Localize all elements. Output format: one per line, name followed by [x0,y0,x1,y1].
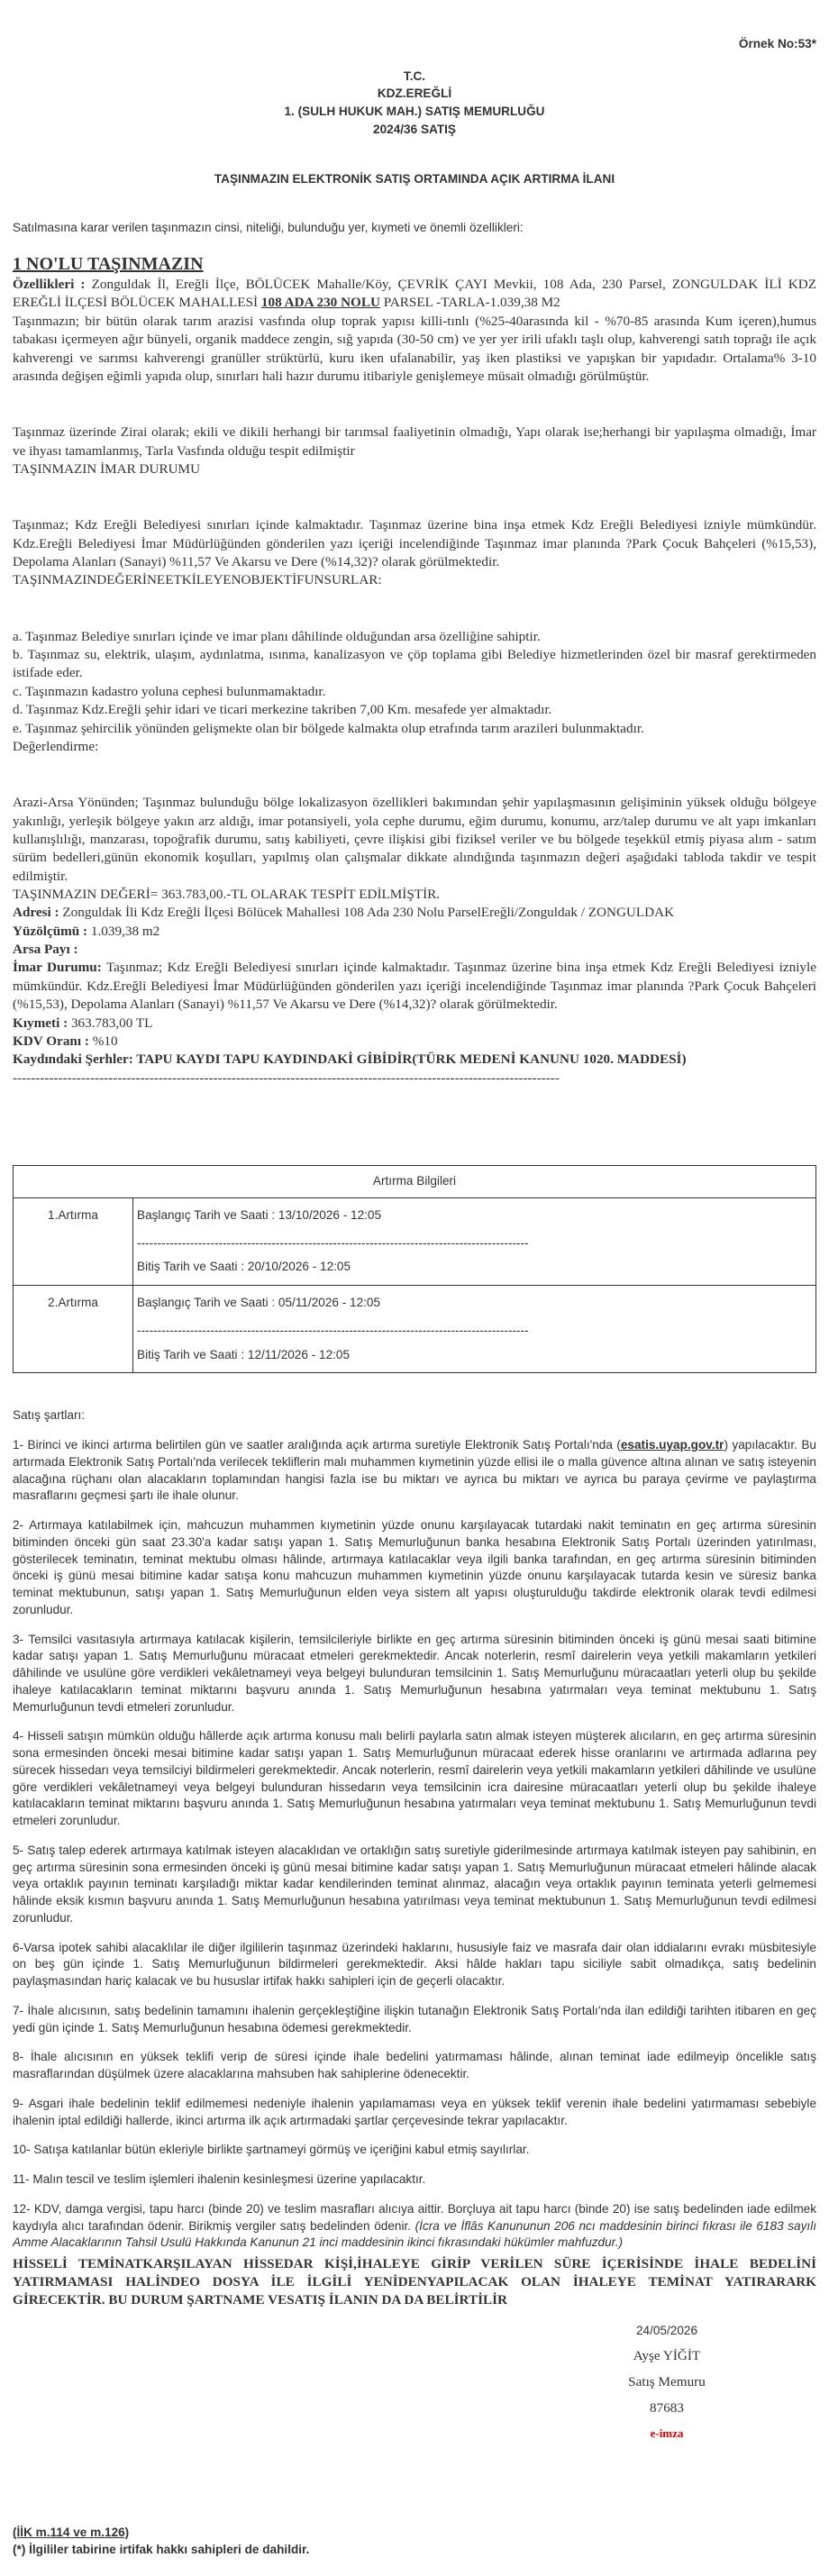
auction-round-label: 1.Artırma [14,1197,133,1285]
legal-reference: (İİK m.114 ve m.126) [13,2525,130,2539]
condition-item: 3- Temsilci vasıtasıyla artırmaya katılacak kişilerin, temsilcileriyle birlikte en geç artırma süresinin bitiminden önceki iş günü mesai saati bitimine kadar satışı yapan 1. Satış Memurluğunu müracaat etmeleri gerekmektedir. Ancak noterlerin, resmî dairelerin veya yetkili makamların yetkileri dâhilinde ve usulüne göre verdikleri vekâletnameyi veya belgeyi bulunduran temsilcinin 1. Satış Memurluğunu müracaatları yeterli olup bu şekilde ihaleye katılacakların teminat miktarını başvuru anında 1. Satış Memurluğunun hesabına yatırmaları veya teminat mektubunu 1. Satış Memurluğunun tevdi etmeleri zorunludur. [13,1632,816,1714]
auction-table-header: Artırma Bilgileri [14,1166,816,1198]
zoning-heading: TAŞINMAZIN İMAR DURUMU [13,460,201,477]
header-office: 1. (SULH HUKUK MAH.) SATIŞ MEMURLUĞU [284,105,545,119]
auction-start-value: 05/11/2026 - 12:05 [278,1296,381,1309]
value-line: TAŞINMAZIN DEĞERİ= 363.783,00.-TL OLARAK TESPİT EDİLMİŞTİR. [13,887,441,903]
condition-item: 10- Satışa katılanlar bütün ekleriyle birlikte şartnameyi görmüş ve içeriğini kabul etmiş sayılırlar. [13,2143,530,2157]
footer-note: (*) İlgililer tabirine irtifak hakkı sahipleri de dahildir. [13,2542,310,2556]
property-heading: 1 NO'LU TAŞINMAZIN [13,254,204,275]
signature-block [559,2323,775,2442]
land-share-line: Arsa Payı : [13,942,78,958]
inner-separator: ------------------------------------------------------------------------------------------------ [137,1235,529,1250]
property-features: Özellikleri : Zonguldak İl, Ereğli İlçe, BÖLÜCEK Mahalle/Köy, ÇEVRİK ÇAYI Mevkii, 108 Ada, 230 Parsel, ZONGULDAK İLİ KDZ EREĞLİ İLÇESİ BÖLÜCEK MAHALLESİ 108 ADA 230 NOLU PARSEL -TARLA-1.039,38 M2 [13,277,816,311]
features-label: Özellikleri : [13,277,86,293]
factor-item: c. Taşınmazın kadastro yoluna cephesi bulunmamaktadır. [13,683,326,699]
condition-item: 1- Birinci ve ikinci artırma belirtilen gün ve saatler aralığında açık artırma suretiyle Elektronik Satış Portalı'nda (esatis.uyap.gov.tr) yapılacaktır. Bu artırmada Elektronik Satış Portalı'nda verilecek tekliflerin malı muhammen kıymetinin yüzde ellisi ile o malla güvence altına alınan ve satış isteyenin alacağına rüçhanı olan alacakların toplamından hangisi fazla ise bu miktarı ve ayrıca bu miktarı ve ayrıca bu paraya çevirme ve paylaştırma masraflarını geçmesi şartı ile ihale olunur. [13,1438,816,1503]
condition-item: 9- Asgari ihale bedelinin teklif edilmemesi nedeniyle ihalenin yapılamaması veya en yüksek teklif verenin ihale bedelini yatırmaması sebebiyle ihalenin iptal edildiği hallerde, ikinci artırma ilk açık artırmadaki şartlar çerçevesinde tekrar yapılacaktır. [13,2096,816,2127]
auction-row-1 [14,1197,816,1285]
shareholder-notice: HİSSELİ TEMİNATKARŞILAYAN HİSSEDAR KİŞİ,İHALEYE GİRİP VERİLEN SÜRE İÇERİSİNDE İHALE BEDELİNİ YATIRMAMASI HALİNDEO DOSYA İLE İLGİLİ YENİDENYAPILACAK OLAN İHALEYE TEMİNAT YATIRARARK GİRECEKTİR. BU DURUM ŞARTNAME VESATIŞ İLANIN DA DA BELİRTİLİR [13,2256,816,2307]
registry-annotations-line: Kaydındaki Şerhler: TAPU KAYDI TAPU KAYDINDAKİ GİBİDİR(TÜRK MEDENİ KANUNU 1020. MADDESİ) [13,1051,687,1068]
condition-item: 7- İhale alıcısının, satış bedelinin tamamını ihalenin gerçekleştiğine ilişkin tutanağın Elektronik Satış Portalı'nda ilan edildiği tarihten itibaren en geç yedi gün içinde 1. Satış Memurluğunun hesabına ödemesi gerekmektedir. [13,2003,816,2034]
auction-start: Başlangıç Tarih ve Saati : 13/10/2026 - 12:05 [137,1207,382,1222]
officer-title: Satış Memuru [628,2373,706,2389]
condition-item: 6-Varsa ipotek sahibi alacaklılar ile diğer ilgililerin taşınmaz üzerindeki haklarını, hususiyle faiz ve masrafa dair olan iddialarını evrakı müsbitesiyle on beş gün içinde 1. Satış Memurluğunun bildirmeleri gerekmektedir. Aksi hâlde hakları tapu siciliyle sabit olmadıkça, satış bedelinin paylaşmasından hariç kalacak ve bu hususlar irtifak hakkı sahipleri için de geçerli olacaktır. [13,1940,816,1988]
auction-end: Bitiş Tarih ve Saati : 12/11/2026 - 12:05 [137,1347,351,1361]
condition-item: 2- Artırmaya katılabilmek için, mahcuzun muhammen kıymetinin yüzde onunu karşılayacak tutardaki nakit teminatın en geç artırma süresinin bitiminden önceki gün saat 23.30'a kadar satışı yapan 1. Satış Memurluğunun banka hesabına Elektronik Satış Portalı üzerinden yatırılması, gösterilecek teminatın, teminat mektubu olması hâlinde, artırmaya katılacaklar veya ilgili banka tarafından, en geç artırma süresinin bitiminden önceki iş günü mesai bitimine kadar satışa konu mahcuzun muhammen kıymetinin yüzde onunu karşılayacak tutarda kesin ve süresiz banka teminat mektubunun, satışı yapan 1. Satış Memurluğunun elden veya sistem alt yapısı oluşturulduğu takdirde elektronik olarak tevdi edilmesi zorunludur. [13,1518,816,1616]
auction-end-value: 12/11/2026 - 12:05 [247,1347,351,1361]
condition-item: 12- KDV, damga vergisi, tapu harcı (binde 20) ve teslim masrafları alıcıya aittir. Borçluya ait tapu harcı (binde 20) ise satış bedelinden iade edilmek kaydıyla alıcı tarafından ödenir. Birikmiş vergiler satış bedelinden ödenir. (İcra ve İflâs Kanununun 206 ncı maddesinin birinci fıkrası ile 6183 sayılı Amme Alacaklarının Tahsil Usulü Hakkında Kanunun 21 inci maddesinin ikinci fıkrasındaki hükümler mahfuzdur.) [13,2201,816,2250]
officer-number: 87683 [650,2399,684,2416]
evaluation-heading: Değerlendirme: [13,738,99,754]
zoning-description: Taşınmaz; Kdz Ereğli Belediyesi sınırları içinde kalmaktadır. Taşınmaz üzerine bina inşa etmek Kdz Ereğli Belediyesi izniyle mümkündür. Kdz.Ereğli Belediyesi İmar Müdürlüğünden gönderilen yazı içeriği incelendiğinde Taşınmaz imar planında ?Park Çocuk Bahçeleri (%15,53), Depolama Alanları (Sanayi) %11,57 Ve Akarsu ve Dere (%14,32)? olarak görülmektedir. [13,517,816,570]
e-signature-mark: e-imza [650,2426,684,2440]
condition-item: 4- Hisseli satışın mümkün olduğu hâllerde açık artırma konusu malı belirli paylarla satın almak isteyen müşterek alıcıların, en geç artırma süresinin sona ermesinden önceki mesai bitimine kadar satışı yapan 1. Satış Memurluğunun müracaat ederek hisse oranlarını ve artırmada adlarına pey sürecek hissedarı veya temsilciyi bildirmeleri gerekmektedir. Ancak noterlerin, resmî dairelerin veya yetkili makamların yetkileri dâhilinde ve usulüne göre verdikleri vekâletnameyi veya belgeyi bulunduran hissedarın veya temsilcinin icra dairesine müracaatları yeterli olup bu şekilde ihaleye katılacakların teminat miktarını başvuru anında 1. Satış Memurluğunun hesabına yatırmaları veya teminat mektubunu 1. Satış Memurluğunun tevdi etmeleri zorunludur. [13,1729,816,1827]
separator-dashes: ------------------------------------------------------------------------------------------------------------------------ [13,1070,560,1086]
condition-item: 5- Satış talep ederek artırmaya katılmak isteyen alacaklıdan ve ortaklığın satış suretiyle giderilmesinde artırmaya katılmak isteyen pay sahibinin, en geç artırma süresinin sona ermesinden önceki iş günü mesai bitimine kadar satışı yapan 1. Satış Memurluğunun müracaat etmeleri hâlinde alacak veya ortaklık payının teminatı karşıladığı miktar kadar kendilerinden teminat alınmaz, alacağın veya ortaklık payının teminata yeterli gelmemesi hâlinde eksik kısmın başvuru anında 1. Satış Memurluğunun hesabına yatırılması veya teminat mektubunun 1. Satış Memurluğunun tevdi edilmesi zorunludur. [13,1843,816,1925]
auction-start-value: 13/10/2026 - 12:05 [278,1207,382,1222]
objective-factors-heading: TAŞINMAZINDEĞERİNEETKİLEYENOBJEKTİFUNSURLAR: [13,572,382,588]
conditions-heading: Satış şartları: [13,1408,86,1423]
area-line: Yüzölçümü : 1.039,38 m2 [13,923,160,939]
factor-item: d. Taşınmaz Kdz.Ereğli şehir idari ve ticari merkezine takriben 7,00 Km. mesafede yer almaktadır. [13,702,552,718]
intro-text: Satılmasına karar verilen taşınmazın cinsi, niteliği, bulunduğu yer, kıymeti ve önemli özellikleri: [13,221,524,235]
esatis-link[interactable]: esatis.uyap.gov.tr [620,1438,724,1452]
auction-row-2 [14,1286,816,1373]
footer [13,2525,816,2559]
header-file-no: 2024/36 SATIŞ [373,122,456,136]
factor-item: a. Taşınmaz Belediye sınırları içinde ve imar planı dâhilinde olduğundan arsa özelliğine sahiptir. [13,628,541,644]
agri-description: Taşınmaz üzerinde Zirai olarak; ekili ve dikili herhangi bir tarımsal faaliyetinin olmadığı, Yapı olarak ise;herhangi bir yapılaşma olmadığı, İmar ve ihyası tamamlanmış, Tarla Vasfında olduğu tespit edilmiştir [13,424,816,459]
inner-separator: ------------------------------------------------------------------------------------------------ [137,1323,529,1337]
factor-item: e. Taşınmaz şehircilik yönünden gelişmekte olan bir bölgede kalmakta olup etrafında tarım arazileri bulunmaktadır. [13,720,644,736]
announcement-title: TAŞINMAZIN ELEKTRONİK SATIŞ ORTAMINDA AÇIK ARTIRMA İLANI [214,171,615,186]
condition-item: 8- İhale alıcısının en yüksek teklifi verip de süresi içinde ihale bedelini yatırmaması hâlinde, alınan teminat iade edilmeyip öncelikle satış masraflarından düşülmek üzere alacaklarına mahsuben hak sahiplerine ödenecektir. [13,2050,816,2080]
soil-description: Taşınmazın; bir bütün olarak tarım arazisi vasfında olup toprak yapısı killi-tınlı (%25-40arasında kil - %70-85 arasında Kum içeren),humus tabakası içermeyen ağır bünyeli, organik maddece zengin, sığ yapıda (30-50 cm) ve yer yer irili ufaklı taşlı olup, kahverengi satıh toprağı ile açık kahverengi ve sarımsı kahverengi granüller strüktürlü, kuru iken ufalanabilir, yaş iken plastiksi ve yapışkan bir yapıdadır. Ortalama% 3-10 arasında değişen eğimli yapıda olup, sınırları hali hazır durumu itibariyle genişlemeye müsait olmadığı görülmüştür. [13,313,816,384]
auction-round-label: 2.Artırma [14,1286,133,1373]
header-tc: T.C. [403,68,426,83]
vat-line: KDV Oranı : %10 [13,1033,118,1049]
zoning-status-line: İmar Durumu: Taşınmaz; Kdz Ereğli Belediyesi sınırları içinde kalmaktadır. Taşınmaz üzerine bina inşa etmek Kdz Ereğli Belediyesi izniyle mümkündür. Kdz.Ereğli Belediyesi İmar Müdürlüğünden gönderilen yazı içeriği incelendiğinde Taşınmaz imar planında ?Park Çocuk Bahçeleri (%15,53), Depolama Alanları (Sanayi) %11,57 Ve Akarsu ve Dere (%14,32)? olarak görülmektedir. [13,960,816,1013]
auction-table [13,1165,816,1373]
condition-item: 11- Malın tescil ve teslim işlemleri ihalenin kesinleşmesi üzerine yapılacaktır. [13,2172,426,2186]
header-city: KDZ.EREĞLİ [377,86,452,101]
signature-date: 24/05/2026 [635,2324,698,2338]
ada-parsel: 108 ADA 230 NOLU [260,295,380,311]
property-section [13,276,816,1088]
example-number: Örnek No:53* [738,37,816,50]
address-line: Adresi : Zonguldak İli Kdz Ereğli İlçesi Bölücek Mahallesi 108 Ada 230 Nolu ParselEreğli/Zonguldak / ZONGULDAK [13,905,675,921]
evaluation-text: Arazi-Arsa Yönünden; Taşınmaz bulunduğu bölge lokalizasyon özellikleri bakımından şehir yapılaşmasının gelişiminin yüksek olduğu bölgeye yakınlığı, yerleşik bölgeye yakın arz aldığı, imar potansiyeli, yola cephe durumu, eğim durumu, konumu, arz/talep durumu ve alt yapı imkanları kullanışlılığı, manzarası, topoğrafik durumu, satış kabiliyeti, çevre ilişkisi gibi fiziksel veriler ve bu bölgede teşekkül etmiş piyasa alım - satım sürüm bedelleri,günün ekonomik koşulları, yapılmış olan çalışmalar dikkate alındığında taşınmazın değeri aşağıdaki tabloda takdir ve tespit edilmiştir. [13,795,816,884]
conditions-list [13,1437,816,2252]
factor-item: b. Taşınmaz su, elektrik, ulaşım, aydınlatma, ısınma, kanalizasyon ve çöp toplama gibi Belediye hizmetlerinden özel bir masraf gerektirmeden istifade eder. [13,647,816,681]
worth-line: Kıymeti : 363.783,00 TL [13,1015,153,1031]
auction-end-value: 20/10/2026 - 12:05 [247,1260,351,1274]
auction-end: Bitiş Tarih ve Saati : 20/10/2026 - 12:05 [137,1260,351,1274]
officer-name: Ayşe YİĞİT [633,2348,701,2363]
auction-start: Başlangıç Tarih ve Saati : 05/11/2026 - 12:05 [137,1296,381,1309]
office-header [13,68,816,139]
